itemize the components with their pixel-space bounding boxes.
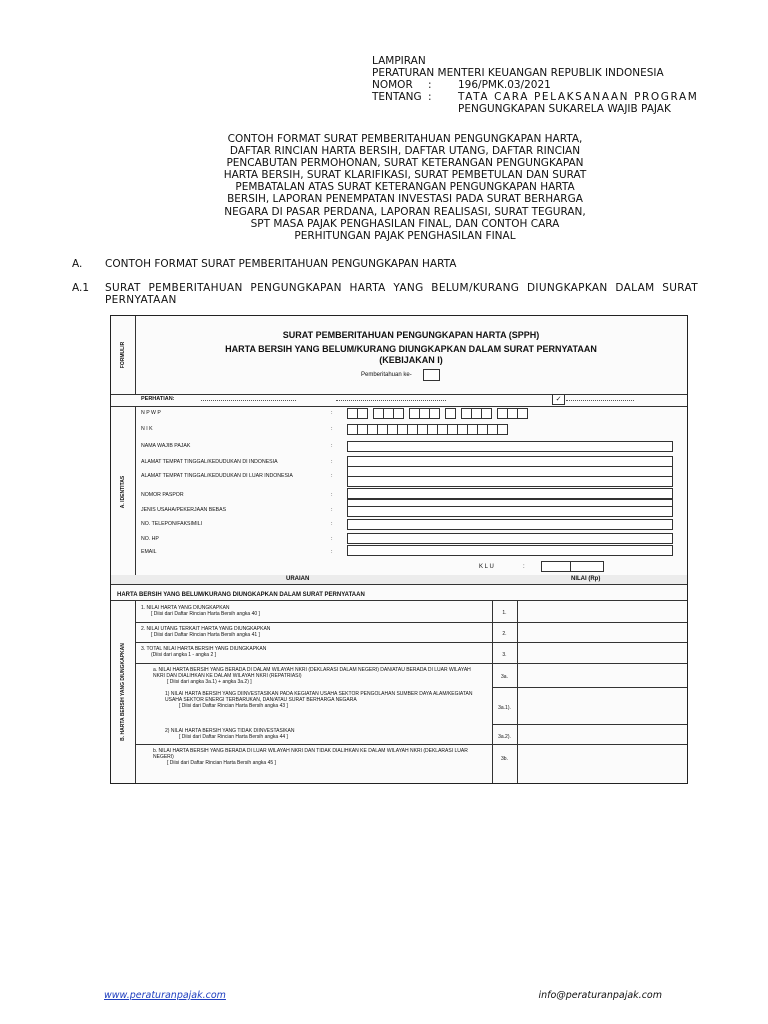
heading-line: PERHITUNGAN PAJAK PENGHASILAN FINAL	[294, 229, 516, 242]
item-text: b. NILAI HARTA BERSIH YANG BERADA DI LUAR WILAYAH NKRI DAN TIDAK DIALIHKAN KE DALAM WILAYAH NKRI (DEKLARASI LUAR NEGERI)	[153, 748, 468, 760]
item-sub: [ Diisi dari Daftar Rincian Harta Bersih angka 44 ]	[179, 734, 288, 740]
identitas-label: A. IDENTITAS	[120, 475, 126, 509]
tentang-label: TENTANG	[372, 91, 422, 103]
item-sub: [ Diisi dari Daftar Rincian Harta Bersih angka 43 ]	[179, 703, 288, 709]
heading-line: BERSIH, LAPORAN PENEMPATAN INVESTASI PADA SURAT BERHARGA	[227, 193, 583, 206]
section-a1-num: A.1	[72, 282, 90, 294]
uraian-header	[111, 575, 687, 584]
value-column-line	[517, 600, 518, 783]
lampiran-title: LAMPIRAN	[372, 55, 426, 67]
perhatian-note	[336, 400, 446, 401]
item-text: 2) NILAI HARTA BERSIH YANG TIDAK DIINVESTASIKAN	[165, 728, 295, 734]
nilai-label: NILAI (Rp)	[571, 576, 601, 582]
heading-line: HARTA BERSIH, SURAT KLARIFIKASI, SURAT PEMBETULAN DAN SURAT	[223, 169, 587, 182]
hp-field[interactable]	[347, 533, 673, 544]
nama-wajib-pajak-field[interactable]	[347, 441, 673, 452]
item-num: 1.	[502, 610, 507, 616]
item-text: 3. TOTAL NILAI HARTA BERSIH YANG DIUNGKAPKAN	[141, 646, 267, 652]
item-1	[141, 605, 481, 617]
item-num: 3.	[502, 652, 507, 658]
nomor-row	[372, 79, 698, 91]
colon: :	[331, 473, 333, 479]
tentang-row	[372, 91, 698, 103]
divider	[111, 406, 687, 407]
jenis-usaha-label: JENIS USAHA/PEKERJAAN BEBAS	[141, 507, 227, 513]
nik-label: N I K	[141, 426, 153, 432]
heading-line: PENCABUTAN PERMOHONAN, SURAT KETERANGAN PENGUNGKAPAN	[226, 157, 584, 170]
item-text: 1. NILAI HARTA YANG DIUNGKAPKAN	[141, 605, 230, 611]
item-num: 2.	[502, 631, 507, 637]
heading-line: NEGARA DI PASAR PERDANA, LAPORAN REALISASI, SURAT TEGURAN,	[224, 205, 586, 218]
email-label: EMAIL	[141, 549, 157, 555]
item-num: 3b.	[501, 756, 508, 762]
nomor-value: 196/PMK.03/2021	[458, 79, 551, 91]
form-title-3: (KEBIJAKAN I)	[379, 355, 443, 365]
item-3b	[153, 748, 478, 766]
colon: :	[331, 492, 333, 498]
formulir-column	[111, 316, 136, 394]
divider	[135, 622, 687, 623]
colon: :	[331, 443, 333, 449]
colon: :	[331, 521, 333, 527]
form-title-1: SURAT PEMBERITAHUAN PENGUNGKAPAN HARTA (SPPH)	[282, 330, 540, 340]
divider	[135, 663, 687, 664]
nik-cells[interactable]	[347, 424, 507, 435]
nomor-paspor-field[interactable]	[347, 488, 673, 499]
pemberitahuan-ke-label: Pemberitahuan ke-	[361, 372, 412, 378]
alamat-luar-field[interactable]	[347, 476, 673, 487]
colon: :	[331, 549, 333, 555]
item-sub: (Diisi dari angka 1 - angka 2 ]	[151, 652, 217, 658]
divider	[492, 724, 687, 725]
divider	[135, 744, 687, 745]
heading-line: CONTOH FORMAT SURAT PEMBERITAHUAN PENGUNGKAPAN HARTA,	[227, 133, 583, 145]
colon: :	[523, 564, 525, 570]
peraturan-title: PERATURAN MENTERI KEUANGAN REPUBLIK INDONESIA	[372, 67, 664, 79]
pemberitahuan-ke-box[interactable]	[423, 369, 440, 381]
colon: :	[331, 426, 333, 432]
item-text: 2. NILAI UTANG TERKAIT HARTA YANG DIUNGKAPKAN	[141, 626, 271, 632]
divider	[111, 600, 687, 601]
item-sub: [ Diisi dari Daftar Rincian Harta Bersih angka 41 ]	[151, 632, 260, 638]
uraian-label: URAIAN	[286, 576, 310, 582]
item-3a1	[165, 691, 478, 709]
divider	[111, 584, 687, 585]
item-num: 3a.	[501, 674, 508, 680]
divider	[135, 642, 687, 643]
alamat-indonesia-label: ALAMAT TEMPAT TINGGAL/KEDUDUKAN DI INDONESIA	[141, 459, 278, 465]
item-3a2	[165, 728, 478, 740]
email-field[interactable]	[347, 545, 673, 556]
heading-line: SPT MASA PAJAK PENGHASILAN FINAL, DAN CONTOH CARA	[250, 217, 560, 230]
nomor-colon: :	[428, 79, 432, 91]
tentang-line2: PENGUNGKAPAN SUKARELA WAJIB PAJAK	[458, 103, 671, 115]
harta-bersih-label: B. HARTA BERSIH YANG DIUNGKAPKAN	[120, 642, 126, 741]
perhatian-note	[566, 400, 634, 401]
document-heading	[170, 133, 640, 242]
klu-label: K L U	[479, 564, 494, 570]
colon: :	[331, 536, 333, 542]
lampiran-block	[372, 55, 698, 115]
colon: :	[331, 507, 333, 513]
item-sub: [ Diisi dari Daftar Rincian Harta Bersih angka 40 ]	[151, 611, 260, 617]
perhatian-note	[201, 400, 296, 401]
section-a1-text: SURAT PEMBERITAHUAN PENGUNGKAPAN HARTA YANG BELUM/KURANG DIUNGKAPKAN DALAM SURAT PERNYATAAN	[105, 282, 698, 306]
npwp-label: N P W P	[141, 410, 161, 416]
item-sub: [ Diisi dari angka 3a.1) + angka 3a.2) ]	[167, 679, 252, 685]
harta-bersih-column	[111, 600, 136, 783]
item-num: 3a.1).	[498, 705, 511, 711]
item-3	[141, 646, 481, 658]
formulir-label: FORMULIR	[120, 341, 126, 369]
alamat-luar-label: ALAMAT TEMPAT TINGGAL/KEDUDUKAN DI LUAR INDONESIA	[141, 473, 293, 479]
form-title-2: HARTA BERSIH YANG BELUM/KURANG DIUNGKAPKAN DALAM SURAT PERNYATAAN	[225, 344, 597, 354]
spph-form-image	[110, 315, 688, 784]
item-num: 3a.2).	[498, 734, 511, 740]
tentang-line1: TATA CARA PELAKSANAAN PROGRAM	[458, 91, 699, 103]
nomor-paspor-label: NOMOR PASPOR	[141, 492, 184, 498]
klu-cells[interactable]	[541, 561, 603, 572]
heading-line: PEMBATALAN ATAS SURAT KETERANGAN PENGUNGKAPAN HARTA	[235, 181, 575, 194]
divider	[492, 687, 687, 688]
heading-line: DAFTAR RINCIAN HARTA BERSIH, DAFTAR UTANG, DAFTAR RINCIAN	[229, 145, 581, 158]
telepon-label: NO. TELEPON/FAKSIMILI	[141, 521, 203, 527]
item-text: 1) NILAI HARTA BERSIH YANG DIINVESTASIKAN PADA KEGIATAN USAHA SEKTOR PENGOLAHAN SUMBER DAYA ALAM/KEGIATAN USAHA SEKTOR ENERGI TERBARUKAN, DAN/ATAU SURAT BERHARGA NEGARA	[165, 691, 473, 703]
email-address: info@peraturanpajak.com	[538, 990, 662, 1001]
website-link[interactable]: www.peraturanpajak.com	[104, 990, 226, 1001]
tentang-colon: :	[428, 91, 432, 103]
item-sub: [ Diisi dari Daftar Rincian Harta Bersih angka 45 ]	[167, 760, 276, 766]
identitas-column	[111, 406, 136, 578]
jenis-usaha-field[interactable]	[347, 506, 673, 517]
npwp-cells[interactable]	[347, 408, 527, 419]
colon: :	[331, 410, 333, 416]
perhatian-label: PERHATIAN:	[141, 396, 175, 402]
check-box[interactable]: ✓	[552, 394, 565, 405]
nomor-label: NOMOR	[372, 79, 413, 91]
item-2	[141, 626, 481, 638]
hp-label: NO. HP	[141, 536, 159, 542]
section-a-num: A.	[72, 258, 83, 270]
section-b-title: HARTA BERSIH YANG BELUM/KURANG DIUNGKAPKAN DALAM SURAT PERNYATAAN	[117, 592, 365, 598]
item-text: a. NILAI HARTA BERSIH YANG BERADA DI DALAM WILAYAH NKRI (DEKLARASI DALAM NEGERI) DAN/ATAU BERADA DI LUAR WILAYAH NKRI DAN DIALIHKAN KE DALAM WILAYAH NKRI (REPATRIASI)	[153, 667, 471, 679]
nama-wajib-pajak-label: NAMA WAJIB PAJAK	[141, 443, 191, 449]
divider	[111, 394, 687, 395]
colon: :	[331, 459, 333, 465]
telepon-field[interactable]	[347, 519, 673, 530]
section-a-text: CONTOH FORMAT SURAT PEMBERITAHUAN PENGUNGKAPAN HARTA	[105, 258, 457, 270]
item-3a	[153, 667, 478, 685]
